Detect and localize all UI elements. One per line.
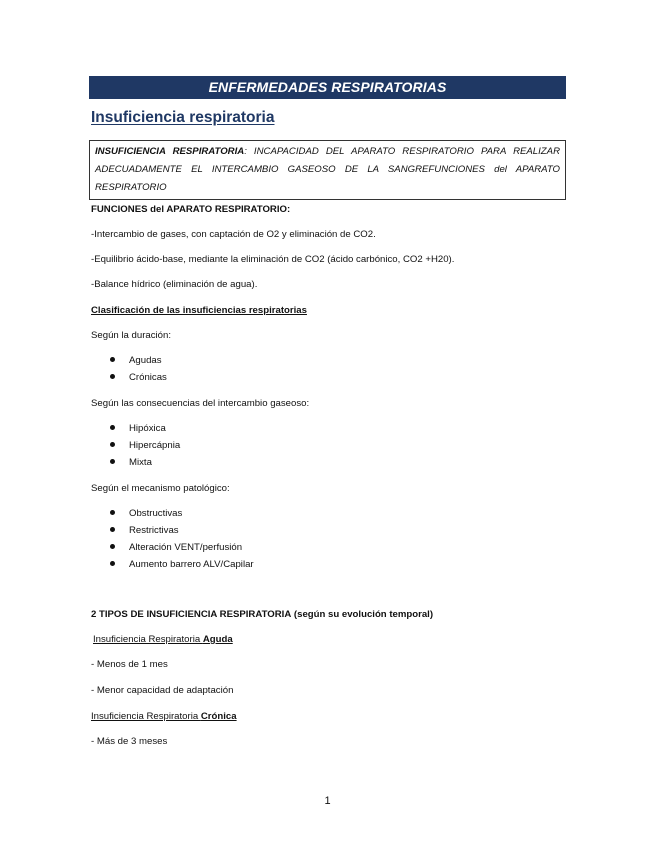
group-label: Según el mecanismo patológico: (91, 483, 230, 494)
function-item: -Balance hídrico (eliminación de agua). (91, 279, 258, 290)
functions-title: FUNCIONES del APARATO RESPIRATORIO: (91, 204, 291, 215)
bullet-icon (110, 425, 115, 430)
bullet-icon (110, 442, 115, 447)
chronic-label: Insuficiencia Respiratoria Crónica (91, 711, 237, 722)
page-number: 1 (324, 795, 331, 807)
list-item: Alteración VENT/perfusión (110, 542, 242, 553)
list-item: Hipóxica (110, 423, 166, 434)
function-item: -Intercambio de gases, con captación de O2 y eliminación de CO2. (91, 229, 376, 240)
section-heading: Insuficiencia respiratoria (91, 109, 275, 126)
types-title: 2 TIPOS DE INSUFICIENCIA RESPIRATORIA (según su evolución temporal) (91, 609, 434, 620)
list-item: Aumento barrero ALV/Capilar (110, 559, 254, 570)
bullet-icon (110, 561, 115, 566)
acute-item: - Menos de 1 mes (91, 659, 168, 670)
group-label: Según la duración: (91, 330, 172, 341)
list-item: Restrictivas (110, 525, 179, 536)
group-label: Según las consecuencias del intercambio gaseoso: (91, 398, 310, 409)
chronic-item: - Más de 3 meses (91, 736, 168, 747)
function-item: -Equilibrio ácido-base, mediante la eliminación de CO2 (ácido carbónico, CO2 +H20). (91, 254, 455, 265)
definition-box (89, 140, 566, 200)
bullet-icon (110, 510, 115, 515)
title-banner: ENFERMEDADES RESPIRATORIAS (89, 76, 566, 99)
bullet-icon (110, 459, 115, 464)
list-item: Mixta (110, 457, 152, 468)
definition-text: : INCAPACIDAD DEL APARATO RESPIRATORIO PARA REALIZAR ADECUADAMENTE EL INTERCAMBIO GASEOSO DE LA SANGREFUNCIONES del APARATO RESPIRATORIO (95, 146, 560, 193)
list-item: Obstructivas (110, 508, 182, 519)
bullet-icon (110, 374, 115, 379)
bullet-icon (110, 544, 115, 549)
acute-item: - Menor capacidad de adaptación (91, 685, 234, 696)
list-item: Crónicas (110, 372, 167, 383)
list-item: Agudas (110, 355, 162, 366)
bullet-icon (110, 357, 115, 362)
definition-term: INSUFICIENCIA RESPIRATORIA (95, 146, 245, 157)
acute-label: Insuficiencia Respiratoria Aguda (93, 634, 233, 645)
list-item: Hipercápnia (110, 440, 180, 451)
classification-title: Clasificación de las insuficiencias respiratorias (91, 305, 307, 316)
bullet-icon (110, 527, 115, 532)
